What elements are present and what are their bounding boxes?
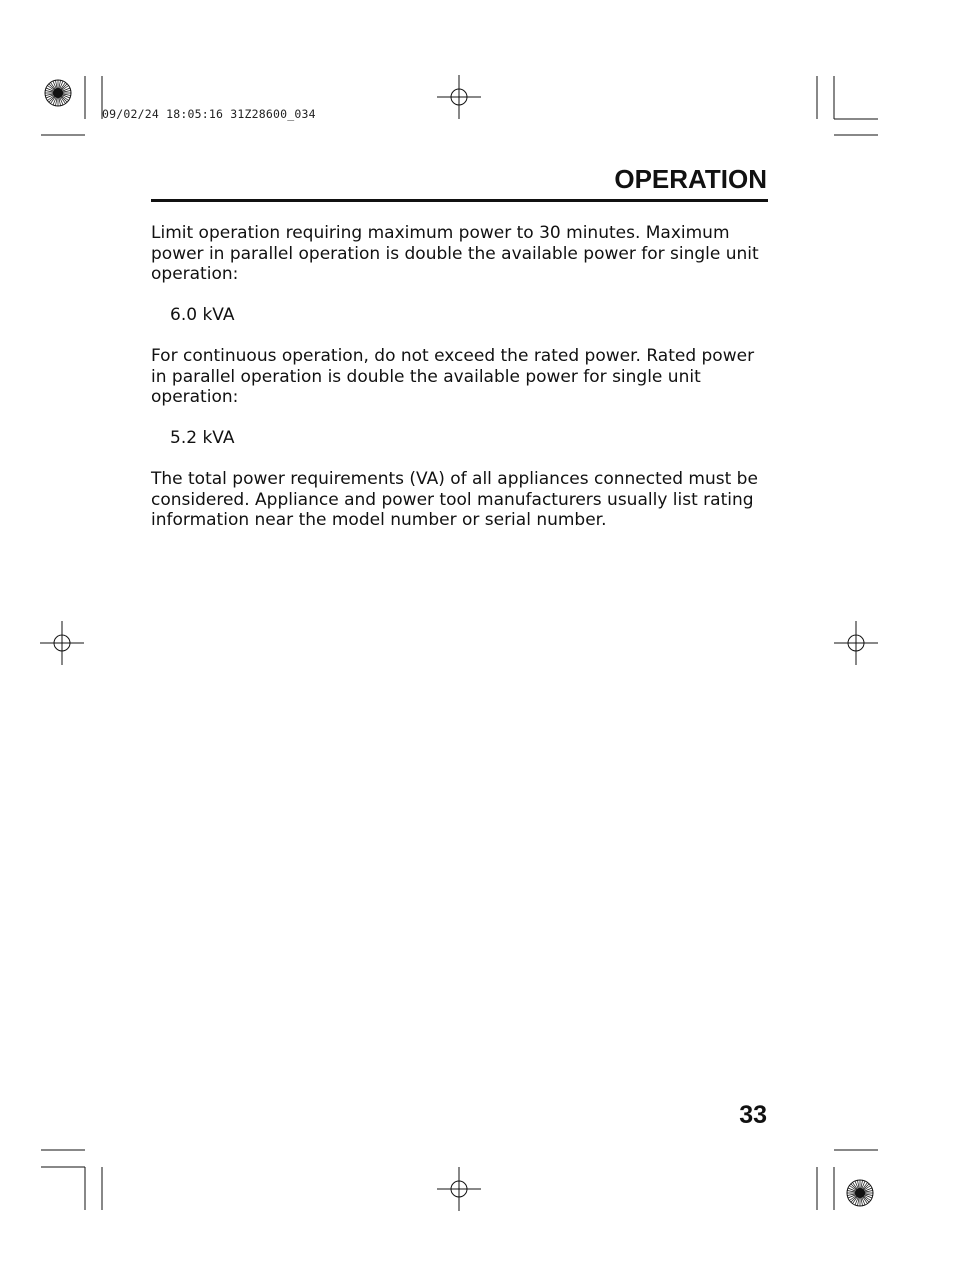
crosshair-icon bbox=[437, 1167, 481, 1211]
paragraph-power-requirements: The total power requirements (VA) of all appliances connected must be considered. Appliance and power tool manufacturers usually list rating information near the model number or serial number. bbox=[151, 469, 758, 530]
page-title: OPERATION bbox=[614, 164, 767, 194]
crosshair-icon bbox=[40, 621, 84, 665]
crosshair-icon bbox=[437, 75, 481, 119]
page-number: 33 bbox=[739, 1101, 767, 1129]
paragraph-rated-power: For continuous operation, do not exceed the rated power. Rated power in parallel operation is double the available power for single unit operation: bbox=[151, 346, 755, 407]
body-text bbox=[151, 223, 761, 551]
registration-target-icon bbox=[847, 1180, 873, 1206]
title-rule bbox=[151, 199, 768, 202]
paragraph-max-power: Limit operation requiring maximum power to 30 minutes. Maximum power in parallel operation is double the available power for single unit operation: bbox=[151, 223, 759, 284]
rated-power-value: 5.2 kVA bbox=[170, 428, 235, 448]
max-power-value: 6.0 kVA bbox=[170, 305, 235, 325]
registration-target-icon bbox=[45, 80, 71, 106]
crosshair-icon bbox=[834, 621, 878, 665]
print-slug: 09/02/24 18:05:16 31Z28600_034 bbox=[102, 107, 316, 121]
